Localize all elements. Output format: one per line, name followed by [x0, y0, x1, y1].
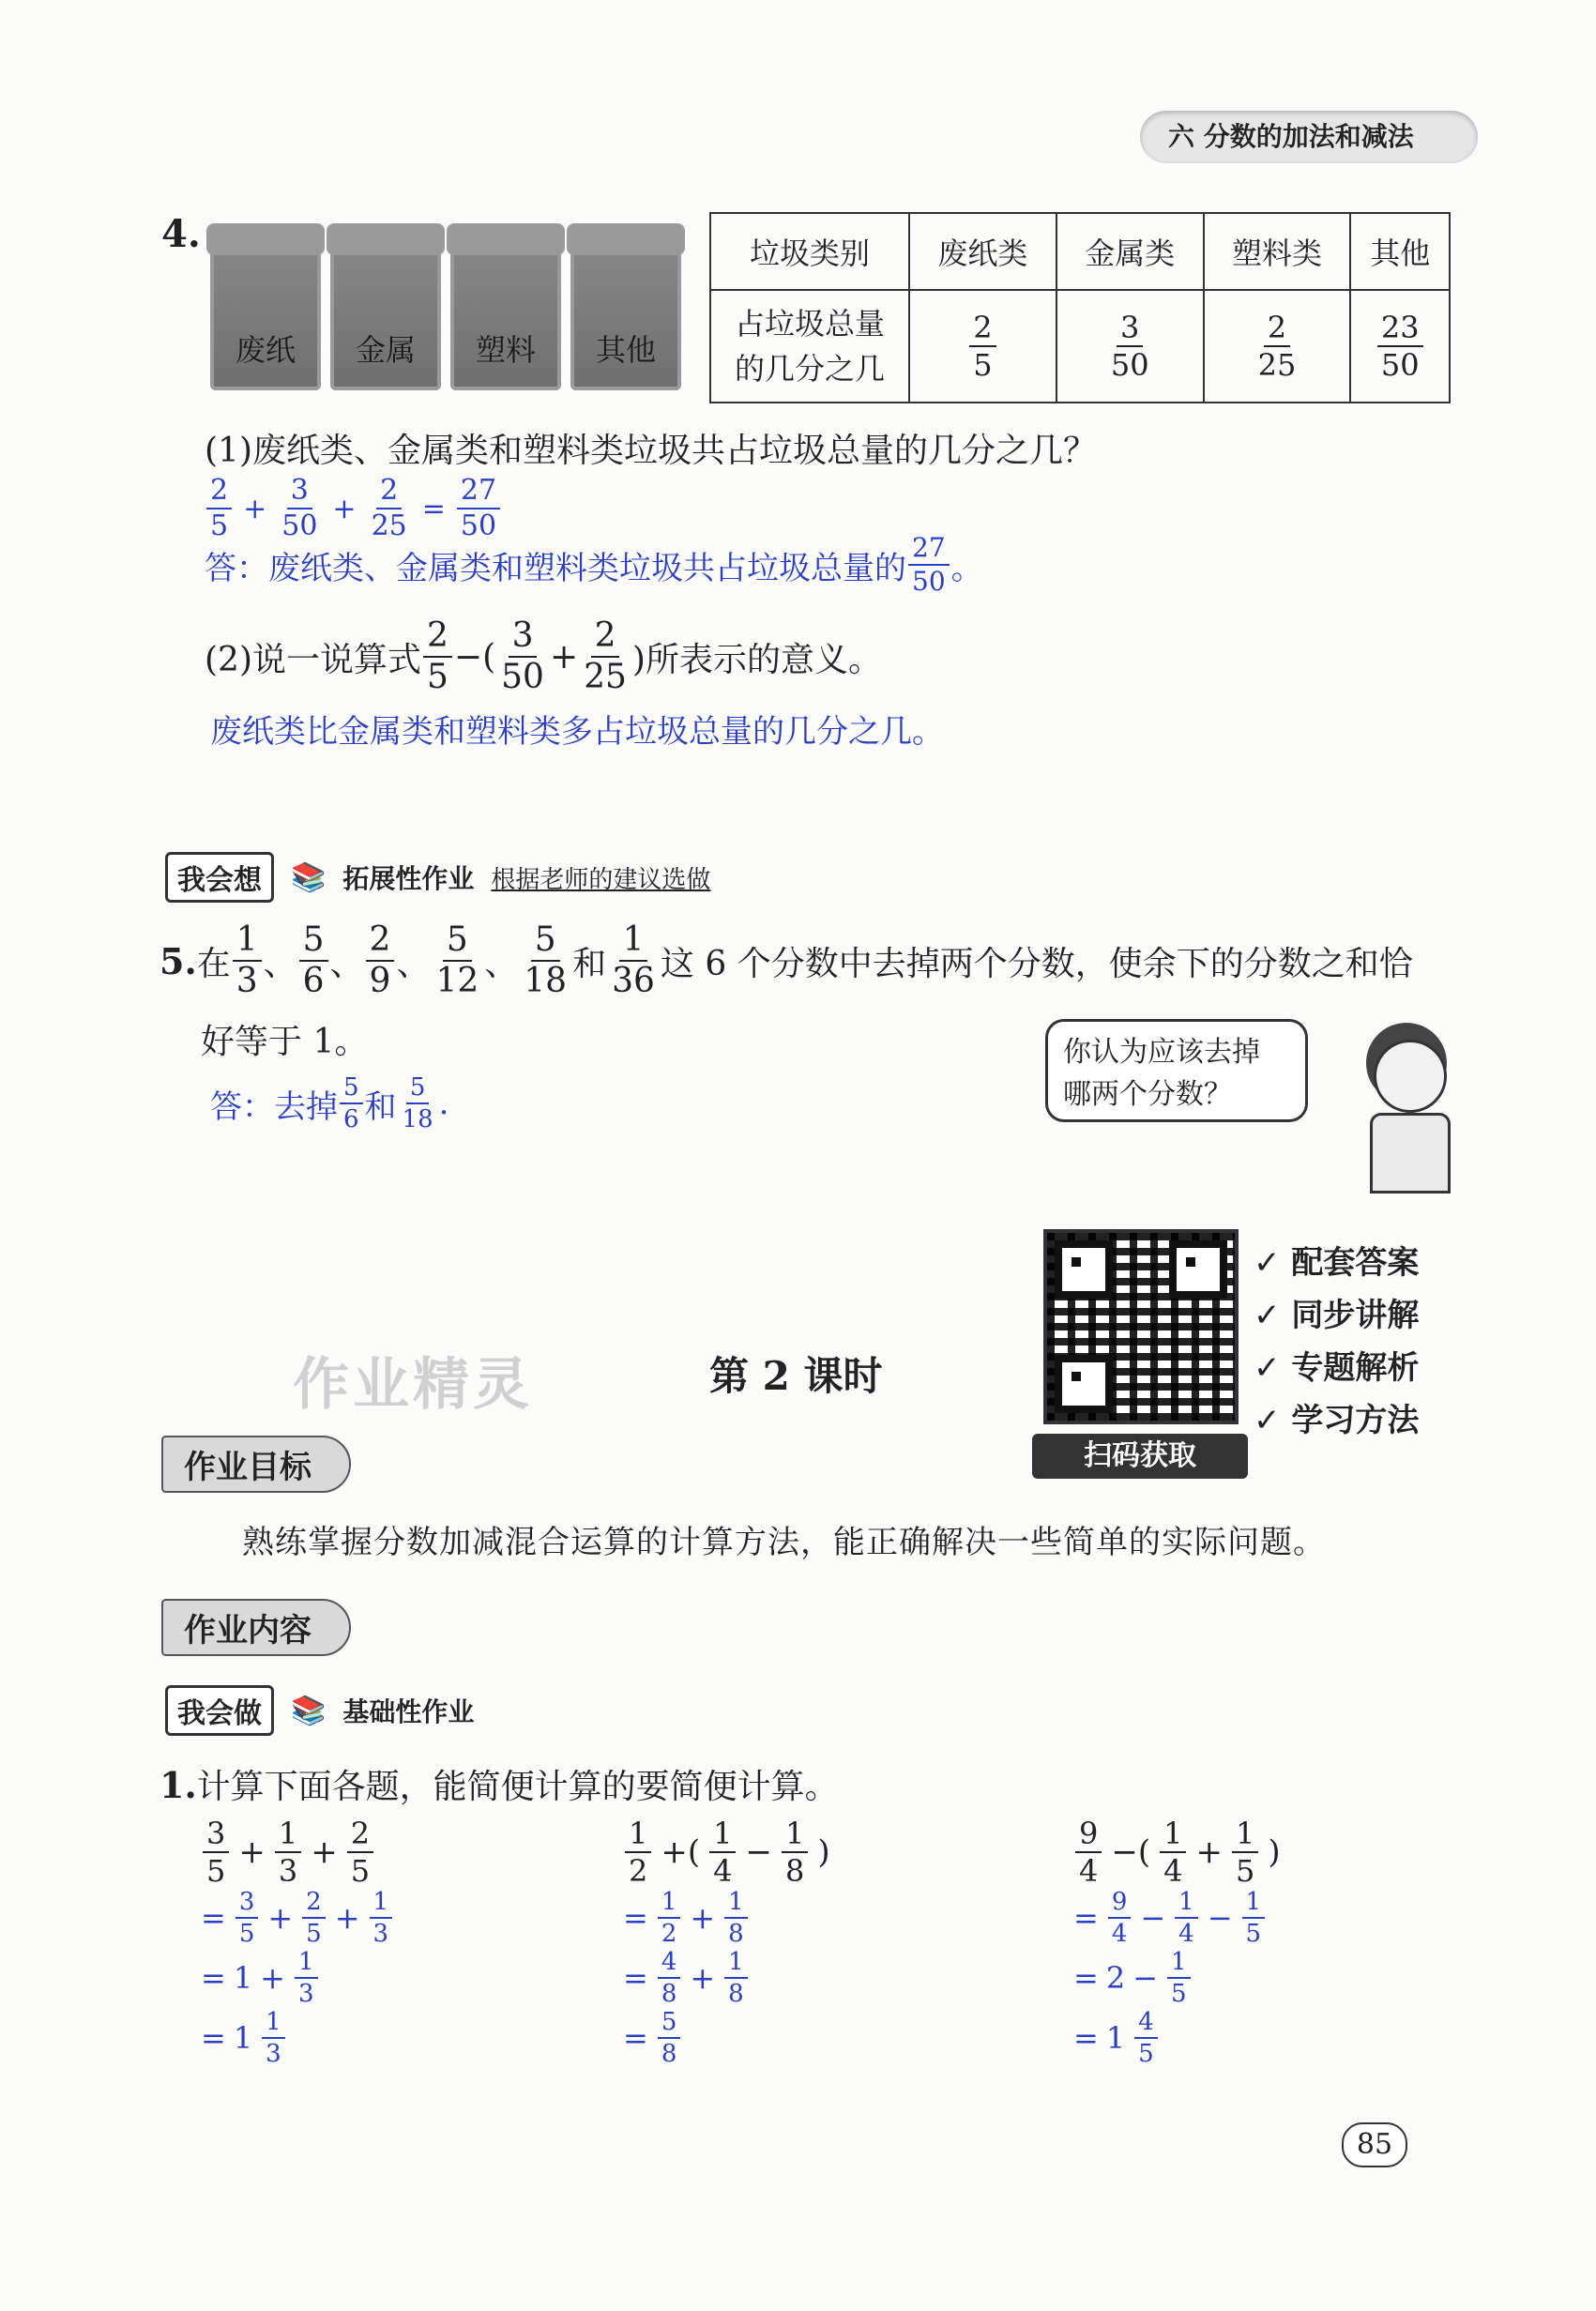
fraction: $\frac{5}{6}$ [299, 923, 328, 998]
operator: + [238, 1833, 266, 1871]
fraction: $\frac{3}{50}$ [501, 616, 544, 696]
q4-part1-question: (1)废纸类、金属类和塑料类垃圾共占垃圾总量的几分之几？ [205, 432, 1097, 470]
fraction: $\frac{2}{5}$ [969, 312, 996, 380]
operator: + [549, 637, 579, 677]
problem-expression [1073, 1816, 1281, 1889]
operator: +( [661, 1833, 701, 1871]
watermark: 作业精灵 [293, 1352, 533, 1418]
qr-finder [1055, 1240, 1113, 1299]
fraction: $\frac{5}{8}$ [658, 2010, 681, 2066]
fraction: $\frac{2}{25}$ [371, 474, 407, 542]
fraction: $\frac{1}{4}$ [1160, 1818, 1186, 1886]
fraction: $\frac{1}{4}$ [709, 1818, 736, 1886]
answer-text: . [438, 1085, 449, 1122]
fraction: $\frac{3}{50}$ [281, 474, 318, 542]
fraction: $\frac{1}{2}$ [658, 1890, 681, 1946]
content-tag-label: 作业内容 [161, 1599, 351, 1656]
bin-lid [327, 223, 445, 255]
equals-sign: = [623, 2020, 648, 2056]
bin-lid [567, 223, 685, 255]
fraction: $\frac{2}{5}$ [423, 619, 452, 694]
qr-feature-item [1254, 1394, 1419, 1447]
problem-expression [201, 1816, 394, 1889]
operator: + [690, 1900, 716, 1936]
fraction: $\frac{23}{50}$ [1377, 312, 1423, 380]
table-cell [1204, 290, 1351, 403]
q4-part1-equation [205, 474, 502, 542]
equals-sign: = [623, 1900, 648, 1936]
section-title: 拓展性作业 [342, 863, 475, 894]
operator: + [267, 1900, 294, 1936]
equals-sign: = [1073, 1900, 1099, 1936]
fraction: $\frac{9}{4}$ [1108, 1890, 1132, 1946]
page-number: 85 [1342, 2122, 1407, 2167]
operator: 2 [1105, 1960, 1126, 1996]
operator: + [332, 492, 357, 525]
solution-step [1073, 1950, 1281, 2006]
trash-bin [570, 229, 681, 390]
separator: 、 [329, 944, 364, 983]
operator: + [1195, 1833, 1223, 1871]
bin-label: 其他 [595, 332, 656, 368]
fraction: $\frac{1}{36}$ [612, 920, 655, 1000]
trash-bin [450, 229, 561, 390]
operator: − [745, 1833, 772, 1871]
operator: − [1132, 1960, 1158, 1996]
qr-feature-label: 专题解析 [1291, 1349, 1420, 1387]
qr-feature-label: 配套答案 [1291, 1244, 1420, 1282]
fraction: $\frac{1}{8}$ [724, 1890, 748, 1946]
fraction: $\frac{1}{3}$ [233, 923, 262, 998]
qr-feature-item [1254, 1237, 1419, 1289]
operator: −( [1111, 1833, 1151, 1871]
bin-label: 塑料 [475, 332, 536, 368]
qr-feature-list [1254, 1237, 1419, 1447]
check-icon: ✓ [1254, 1244, 1281, 1282]
question-number: 5. [160, 939, 197, 982]
fraction: $\frac{5}{12}$ [435, 920, 479, 1000]
qr-feature-label: 学习方法 [1291, 1402, 1420, 1439]
table-cell [1350, 290, 1450, 403]
content-tag [161, 1599, 351, 1656]
table-header-cell: 废纸类 [909, 213, 1056, 290]
fraction: $\frac{2}{5}$ [206, 477, 232, 540]
equals-sign: = [201, 1960, 226, 1996]
operator: + [690, 1960, 716, 1996]
solution-step [623, 1950, 830, 2006]
question-text: 和 [572, 944, 607, 983]
solution-step [1073, 2010, 1281, 2066]
equals-sign: = [623, 1960, 648, 1996]
question-text: 在 [196, 944, 231, 983]
fraction: $\frac{1}{8}$ [782, 1818, 808, 1886]
operator: 1 [233, 2020, 253, 2056]
boy-illustration [1342, 1023, 1473, 1201]
question-text: )所表示的意义。 [631, 640, 882, 679]
operator: 1 [1105, 2020, 1126, 2056]
chapter-header: 六 分数的加法和减法 [1168, 121, 1414, 152]
q1-prompt [160, 1760, 839, 1808]
fraction: $\frac{4}{5}$ [1134, 2010, 1158, 2066]
solution-step [1073, 1890, 1281, 1946]
fraction: $\frac{1}{4}$ [1175, 1890, 1198, 1946]
fraction: $\frac{4}{8}$ [658, 1950, 681, 2006]
q5-line1 [160, 920, 1413, 1000]
fraction: $\frac{2}{25}$ [1257, 310, 1297, 383]
section-title: 基础性作业 [342, 1696, 475, 1727]
qr-feature-item [1254, 1289, 1419, 1342]
fraction: $\frac{1}{3}$ [262, 2010, 285, 2066]
q4-part2-question [205, 616, 882, 696]
row-label-line: 的几分之几 [734, 351, 885, 387]
problem-expression [623, 1816, 830, 1889]
q4-part1-answer [205, 532, 983, 597]
separator: 、 [263, 944, 297, 983]
separator: 、 [396, 944, 431, 983]
fraction: $\frac{1}{5}$ [1232, 1818, 1258, 1886]
goal-text: 熟练掌握分数加减混合运算的计算方法，能正确解决一些简单的实际问题。 [242, 1524, 1326, 1561]
scan-label: 扫码获取 [1032, 1434, 1248, 1479]
question-number: 4. [161, 212, 201, 256]
check-icon: ✓ [1254, 1297, 1281, 1334]
bin-lid [447, 223, 565, 255]
answer-text: 。 [950, 549, 983, 587]
table-header-cell: 金属类 [1056, 213, 1204, 290]
basic-section-header [165, 1685, 474, 1736]
solution-step [201, 1950, 394, 2006]
table-header-cell: 垃圾类别 [710, 213, 909, 290]
bin-lid [206, 223, 325, 255]
fraction: $\frac{27}{50}$ [908, 535, 950, 595]
question-number: 1. [160, 1764, 197, 1806]
equals-sign: = [201, 2020, 226, 2056]
qr-code[interactable] [1043, 1229, 1239, 1424]
section-tag: 我会做 [165, 1685, 274, 1736]
question-text: 计算下面各题，能简便计算的要简便计算。 [196, 1768, 839, 1806]
bin-label: 废纸 [235, 332, 296, 368]
problem-column [201, 1817, 394, 2068]
bin-label: 金属 [355, 332, 416, 368]
q4-part2-answer: 废纸类比金属类和塑料类多占垃圾总量的几分之几。 [210, 713, 944, 751]
fraction: $\frac{3}{50}$ [1110, 310, 1149, 383]
table-header-cell: 其他 [1350, 213, 1450, 290]
fraction: $\frac{1}{8}$ [724, 1950, 748, 2006]
equals-sign: = [1073, 1960, 1099, 1996]
fraction: $\frac{9}{4}$ [1075, 1818, 1102, 1886]
operator: + [311, 1833, 338, 1871]
operator: + [334, 1900, 360, 1936]
qr-feature-label: 同步讲解 [1291, 1297, 1420, 1334]
row-label-line: 占垃圾总量 [734, 306, 885, 342]
qr-finder [1055, 1355, 1113, 1413]
fraction: $\frac{1}{3}$ [275, 1818, 301, 1886]
section-note: 根据老师的建议选做 [491, 865, 711, 894]
fraction: $\frac{1}{2}$ [625, 1818, 651, 1886]
speech-bubble [1045, 1019, 1308, 1122]
operator: + [260, 1960, 285, 1996]
bubble-line: 你认为应该去掉 [1063, 1036, 1260, 1069]
fraction: $\frac{3}{5}$ [236, 1890, 259, 1946]
fraction: $\frac{2}{9}$ [366, 923, 395, 998]
bubble-line: 哪两个分数？ [1063, 1078, 1232, 1111]
operator: ) [817, 1833, 830, 1871]
goal-tag-label: 作业目标 [161, 1436, 351, 1493]
trash-table [709, 212, 1451, 403]
answer-text: 答：废纸类、金属类和塑料类垃圾共占垃圾总量的 [205, 549, 906, 587]
table-row-label [710, 290, 909, 403]
fraction: $\frac{1}{3}$ [370, 1890, 393, 1946]
answer-text: 答：去掉 [210, 1087, 338, 1126]
lesson-title: 第 2 课时 [709, 1353, 883, 1399]
books-icon: 📚 [291, 860, 327, 894]
table-cell [1056, 290, 1204, 403]
fraction: $\frac{2}{5}$ [347, 1818, 373, 1886]
qr-feature-item [1254, 1342, 1419, 1394]
fraction: $\frac{5}{6}$ [340, 1075, 363, 1132]
solution-step [623, 1890, 830, 1946]
trash-bin [210, 229, 321, 390]
question-text: (2)说一说算式 [205, 640, 421, 679]
page-number-ornament [1285, 2122, 1454, 2164]
trash-bin [330, 229, 441, 390]
books-icon: 📚 [291, 1694, 327, 1727]
fraction: $\frac{2}{25}$ [584, 616, 627, 696]
operator: ) [1268, 1833, 1281, 1871]
operator: − [1140, 1900, 1166, 1936]
check-icon: ✓ [1254, 1349, 1281, 1387]
operator: −( [453, 637, 496, 677]
check-icon: ✓ [1254, 1402, 1281, 1439]
q5-answer [210, 1075, 448, 1132]
separator: 、 [484, 944, 519, 983]
problem-column [623, 1817, 830, 2068]
fraction: $\frac{2}{5}$ [302, 1890, 326, 1946]
fraction: $\frac{1}{3}$ [295, 1950, 318, 2006]
fraction: $\frac{5}{18}$ [524, 920, 568, 1000]
answer-text: 和 [364, 1087, 397, 1126]
question-text: 这 6 个分数中去掉两个分数，使余下的分数之和恰 [660, 944, 1413, 983]
solution-step [201, 1890, 394, 1946]
goal-tag [161, 1436, 351, 1493]
equals-sign: = [1073, 2020, 1099, 2056]
q5-line2: 好等于 1。 [201, 1023, 369, 1061]
operator: − [1207, 1900, 1233, 1936]
fraction: $\frac{27}{50}$ [457, 477, 500, 540]
qr-finder [1169, 1240, 1227, 1299]
solution-step [201, 2010, 394, 2066]
section-tag: 我会想 [165, 852, 274, 903]
operator: = [421, 492, 446, 525]
problem-column [1073, 1817, 1281, 2068]
equals-sign: = [201, 1900, 226, 1936]
fraction: $\frac{5}{18}$ [402, 1073, 433, 1133]
fraction: $\frac{3}{5}$ [203, 1818, 229, 1886]
table-header-cell: 塑料类 [1204, 213, 1351, 290]
table-cell [909, 290, 1056, 403]
operator: 1 [233, 1960, 253, 1996]
extension-section-header [165, 852, 710, 903]
fraction: $\frac{1}{5}$ [1242, 1890, 1266, 1946]
operator: + [243, 492, 267, 525]
fraction: $\frac{1}{5}$ [1167, 1950, 1191, 2006]
solution-step [623, 2010, 830, 2066]
